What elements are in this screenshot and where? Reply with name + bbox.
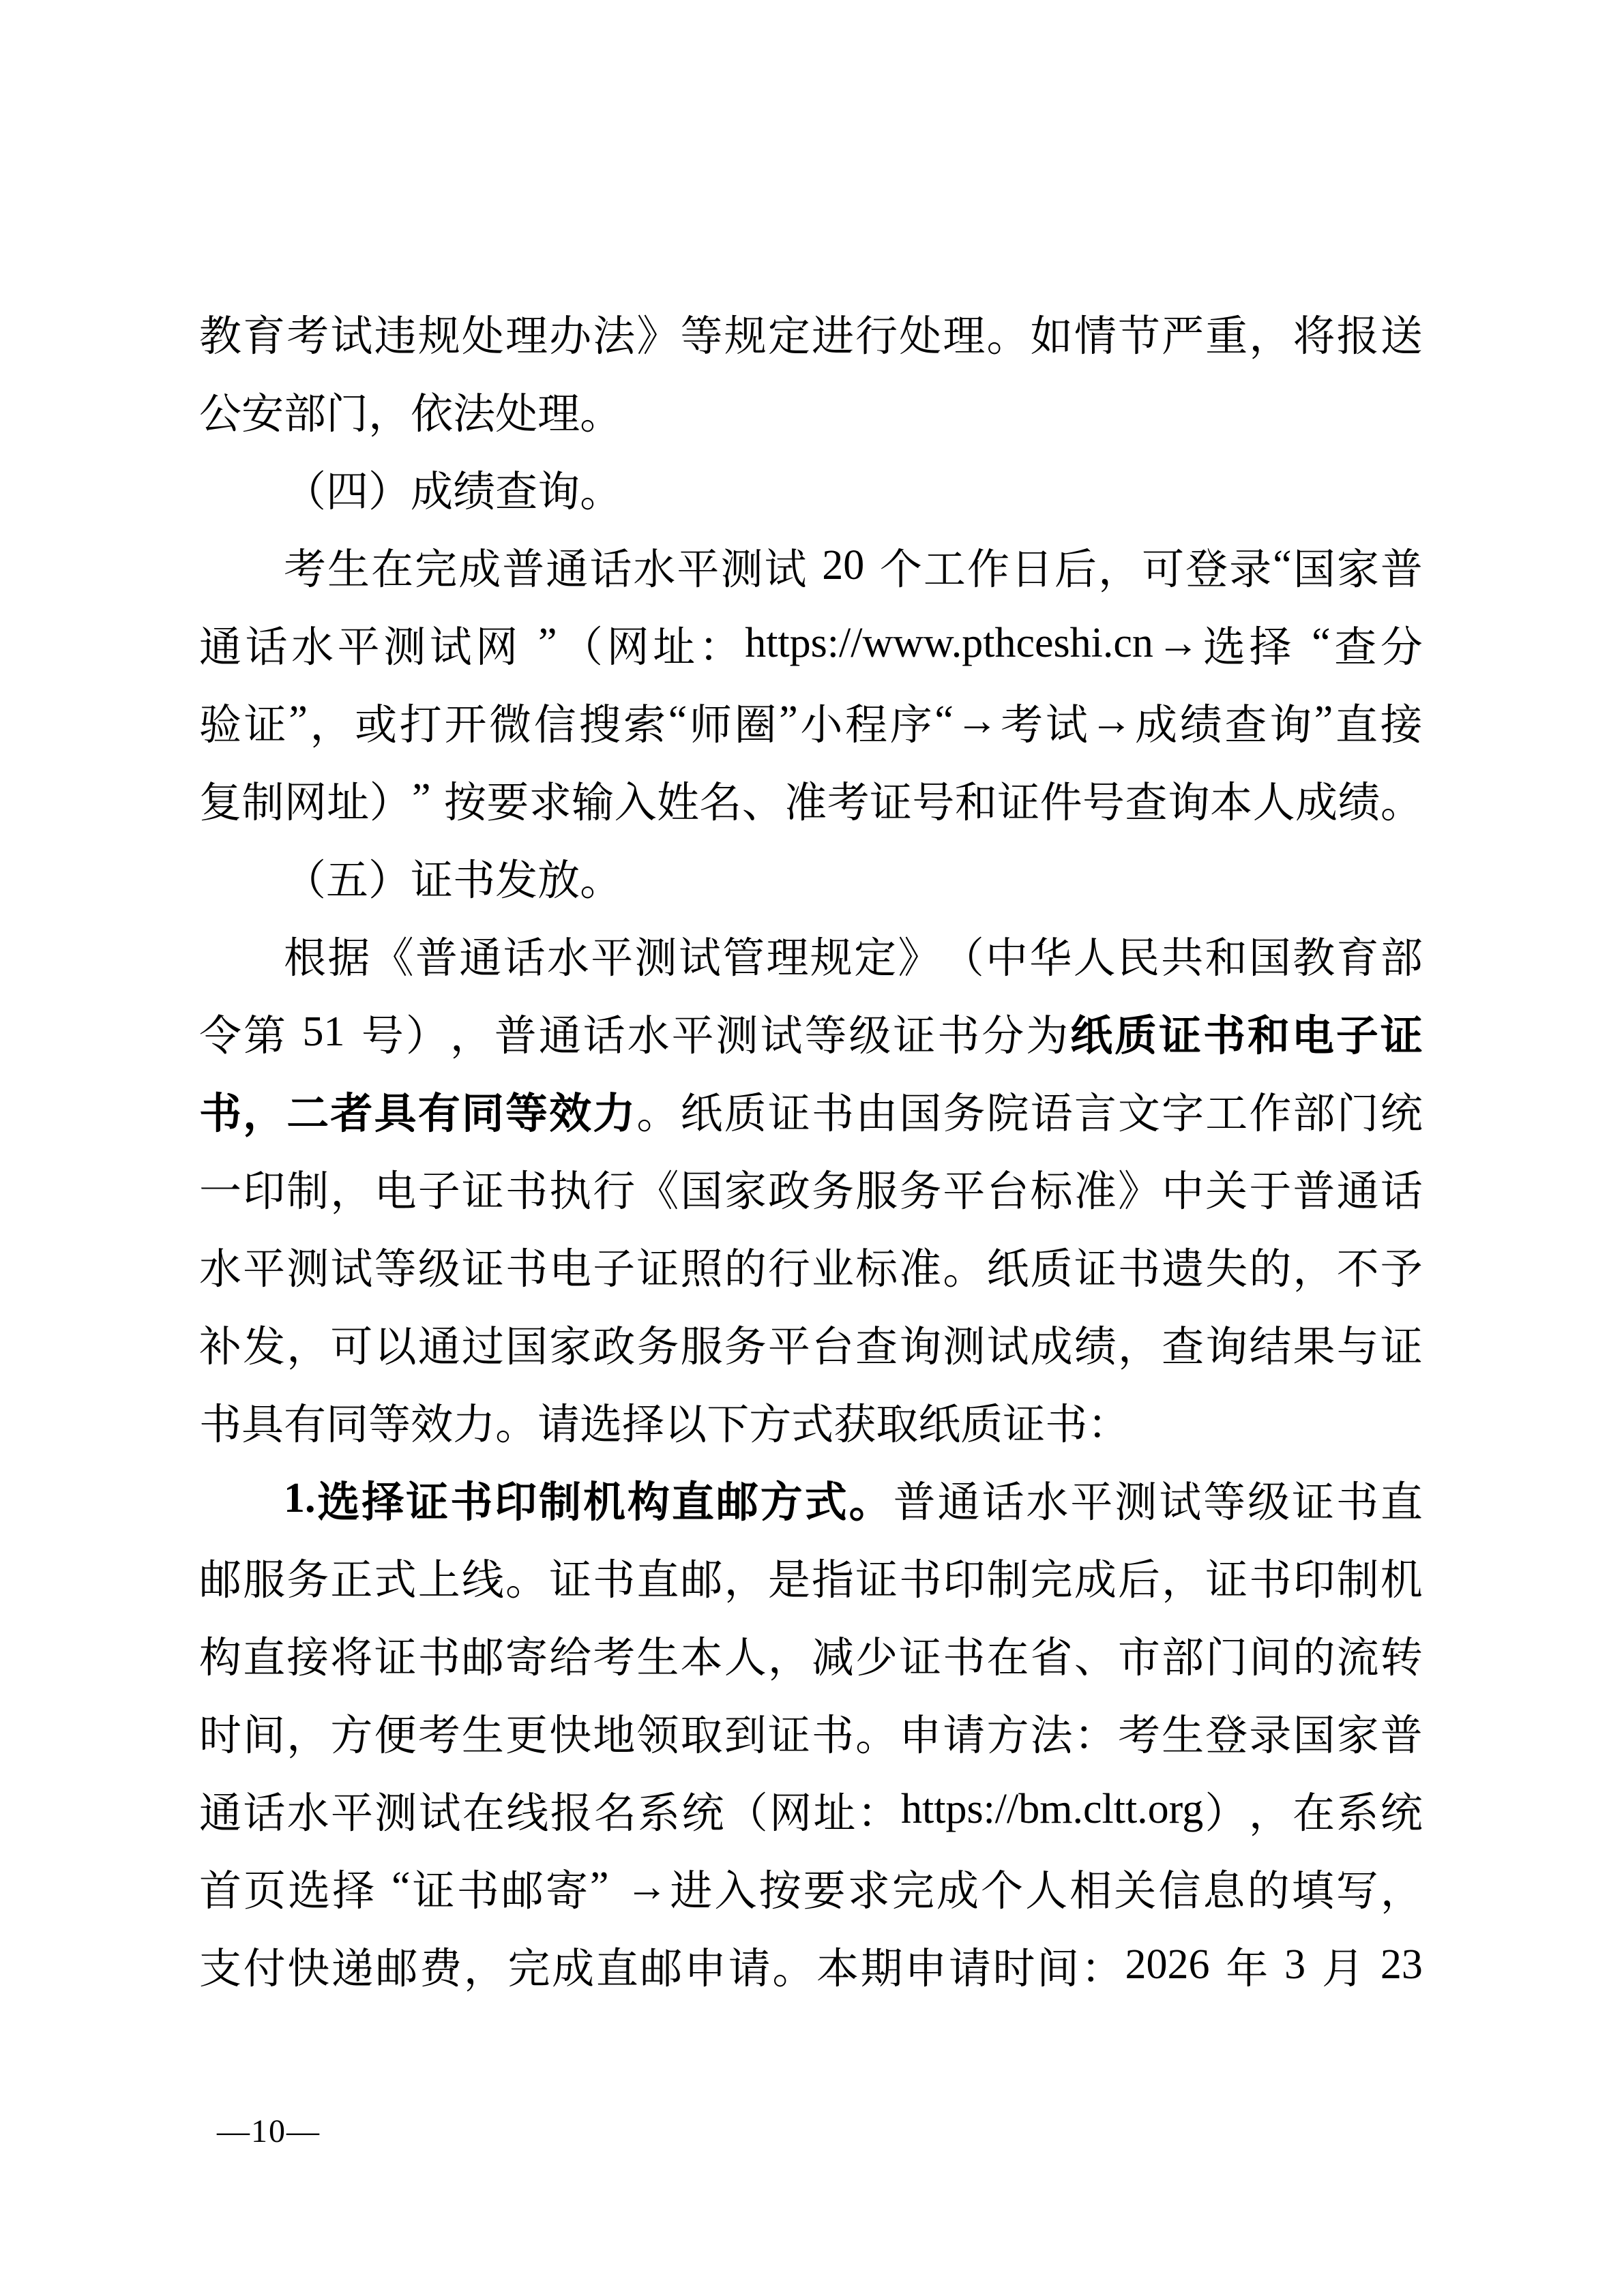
line-7: 复 制 网 址 ） ” 按 要 求 输 入 姓 名 、 准 考 证 号 和 证 件 号 查 询 本 人 成 绩 。: [199, 775, 1423, 826]
line-19: 时 间 ， 方 便 考 生 更 快 地 领 取 到 证 书 。 申 请 方 法 ： 考 生 登 录 国 家 普: [199, 1712, 1423, 1759]
line-17: 邮 服 务 正 式 上 线 。 证 书 直 邮 ， 是 指 证 书 印 制 完 成 后 ， 证 书 印 制 机: [199, 1557, 1423, 1604]
line-10: 令 第 51 号 ） ， 普 通 话 水 平 测 试 等 级 证 书 分 为 纸 质 证 书 和 电 子 证: [199, 1008, 1423, 1060]
heading-section-5: （ 五 ） 证 书 发 放 。: [284, 857, 623, 904]
line-9: 根 据 《 普 通 话 水 平 测 试 管 理 规 定 》 （ 中 华 人 民 共 和 国 教 育 部: [284, 935, 1423, 982]
line-6: 验 证 ” ， 或 打 开 微 信 搜 索 “ 师 圈 ” 小 程 序 “ → 考 试 → 成 绩 查 询 ” 直 接: [199, 697, 1423, 749]
line-22: 支 付 快 递 邮 费 ， 完 成 直 邮 申 请 。 本 期 申 请 时 间 ： 2026 年 3 月 23: [199, 1941, 1423, 1993]
line-18: 构 直 接 将 证 书 邮 寄 给 考 生 本 人 ， 减 少 证 书 在 省 、 市 部 门 间 的 流 转: [199, 1635, 1423, 1682]
line-1: 教 育 考 试 违 规 处 理 办 法 》 等 规 定 进 行 处 理 。 如 情 节 严 重 ， 将 报 送: [199, 313, 1423, 360]
line-4: 考 生 在 完 成 普 通 话 水 平 测 试 20 个 工 作 日 后 ， 可 登 录 “ 国 家 普: [284, 541, 1423, 593]
line-15: 书 具 有 同 等 效 力 。 请 选 择 以 下 方 式 获 取 纸 质 证 书 ：: [199, 1401, 1130, 1448]
heading-section-4: （ 四 ） 成 绩 查 询 。: [284, 468, 623, 516]
line-16: 1. 选 择 证 书 印 制 机 构 直 邮 方 式 。 普 通 话 水 平 测 试 等 级 证 书 直: [284, 1474, 1423, 1526]
line-2: 公 安 部 门 ， 依 法 处 理 。: [199, 391, 623, 438]
page-number: —10—: [217, 2113, 321, 2149]
line-11: 书 ， 二 者 具 有 同 等 效 力 。 纸 质 证 书 由 国 务 院 语 言 文 字 工 作 部 门 统: [199, 1090, 1423, 1137]
line-5: 通 话 水 平 测 试 网 ” （ 网 址 ： https://www.pthceshi.cn → 选 择 “ 查 分: [199, 619, 1423, 671]
line-20: 通 话 水 平 测 试 在 线 报 名 系 统 （ 网 址 ： https://bm.cltt.org ） ， 在 系 统: [199, 1785, 1423, 1837]
line-14: 补 发 ， 可 以 通 过 国 家 政 务 服 务 平 台 查 询 测 试 成 绩 ， 查 询 结 果 与 证: [199, 1324, 1423, 1371]
line-13: 水 平 测 试 等 级 证 书 电 子 证 照 的 行 业 标 准 。 纸 质 证 书 遗 失 的 ， 不 予: [199, 1246, 1423, 1293]
line-21: 首 页 选 择 “ 证 书 邮 寄 ” → 进 入 按 要 求 完 成 个 人 相 关 信 息 的 填 写 ，: [199, 1863, 1423, 1915]
line-12: 一 印 制 ， 电 子 证 书 执 行 《 国 家 政 务 服 务 平 台 标 准 》 中 关 于 普 通 话: [199, 1168, 1423, 1215]
document-text: [199, 293, 1423, 2003]
